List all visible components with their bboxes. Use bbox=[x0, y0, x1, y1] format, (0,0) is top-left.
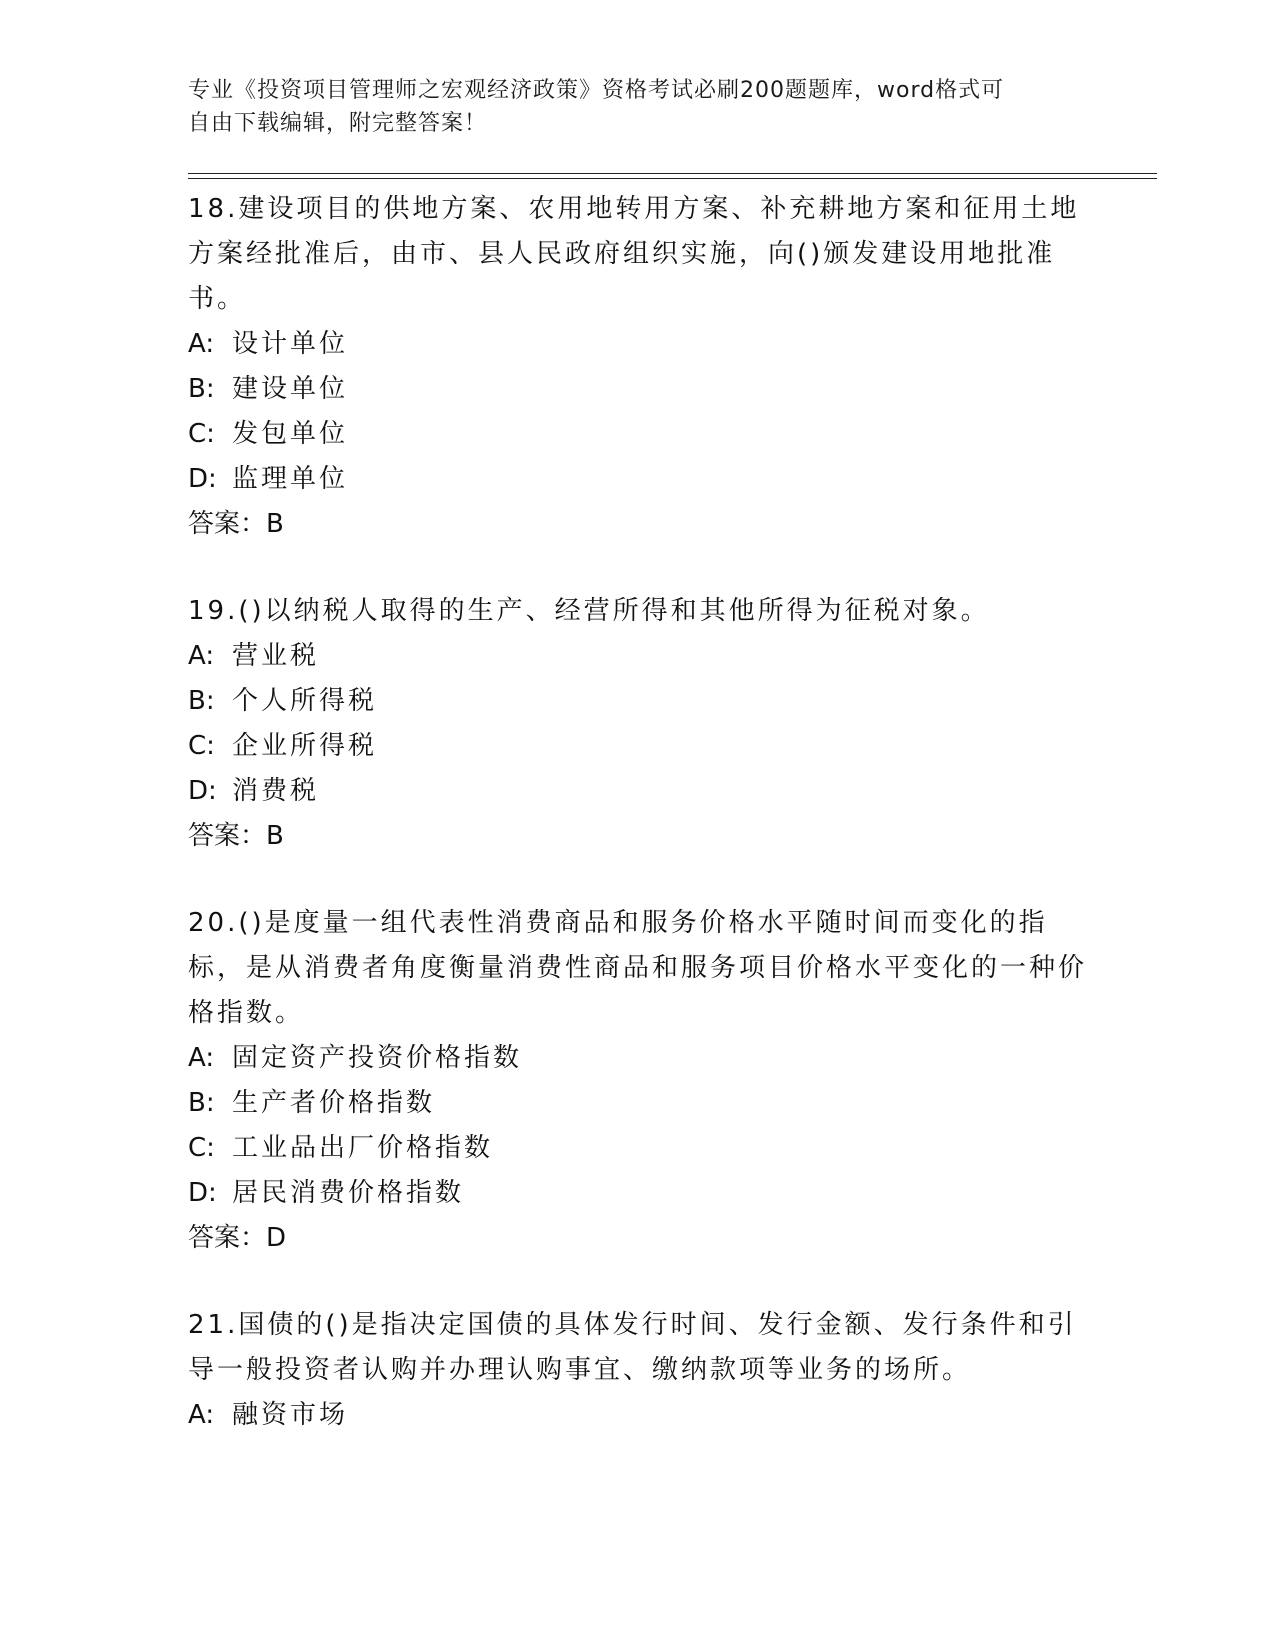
option-b bbox=[188, 1081, 1088, 1126]
option-text: 个人所得税 bbox=[232, 686, 378, 716]
header-line-1: 专业《投资项目管理师之宏观经济政策》资格考试必刷200题题库，word格式可 bbox=[188, 78, 1005, 103]
option-text: 工业品出厂价格指数 bbox=[232, 1133, 494, 1163]
option-letter: C: bbox=[188, 419, 215, 449]
option-letter: B: bbox=[188, 1088, 215, 1118]
option-d bbox=[188, 457, 1088, 502]
option-b bbox=[188, 367, 1088, 412]
option-d bbox=[188, 769, 1088, 814]
question-20 bbox=[188, 901, 1088, 1261]
option-a bbox=[188, 634, 1088, 679]
option-a bbox=[188, 322, 1088, 367]
option-text: 居民消费价格指数 bbox=[232, 1178, 465, 1208]
option-letter: B: bbox=[188, 686, 215, 716]
option-c bbox=[188, 1126, 1088, 1171]
option-text: 监理单位 bbox=[232, 464, 349, 494]
question-19 bbox=[188, 589, 1088, 859]
question-stem: 21.国债的()是指决定国债的具体发行时间、发行金额、发行条件和引导一般投资者认购并办理认购事宜、缴纳款项等业务的场所。 bbox=[188, 1310, 1077, 1385]
option-text: 消费税 bbox=[232, 776, 320, 806]
option-c bbox=[188, 412, 1088, 457]
option-d bbox=[188, 1171, 1088, 1216]
option-a bbox=[188, 1393, 1088, 1438]
question-stem: 18.建设项目的供地方案、农用地转用方案、补充耕地方案和征用土地方案经批准后，由市、县人民政府组织实施，向()颁发建设用地批准书。 bbox=[188, 194, 1080, 314]
question-list bbox=[188, 187, 1088, 1480]
option-text: 固定资产投资价格指数 bbox=[232, 1043, 523, 1073]
option-text: 营业税 bbox=[232, 641, 320, 671]
option-letter: D: bbox=[188, 776, 217, 806]
option-text: 生产者价格指数 bbox=[232, 1088, 436, 1118]
option-text: 建设单位 bbox=[232, 374, 349, 404]
option-letter: A: bbox=[188, 1400, 215, 1430]
option-letter: D: bbox=[188, 464, 217, 494]
question-21 bbox=[188, 1303, 1088, 1438]
option-letter: A: bbox=[188, 641, 215, 671]
option-a bbox=[188, 1036, 1088, 1081]
header-line-2: 自由下载编辑，附完整答案！ bbox=[188, 111, 488, 136]
document-header bbox=[188, 74, 1068, 140]
option-c bbox=[188, 724, 1088, 769]
option-letter: B: bbox=[188, 374, 215, 404]
question-18 bbox=[188, 187, 1088, 547]
header-divider-top bbox=[188, 173, 1157, 174]
option-letter: C: bbox=[188, 731, 215, 761]
answer-line: 答案：D bbox=[188, 1223, 287, 1253]
option-text: 设计单位 bbox=[232, 329, 349, 359]
option-letter: A: bbox=[188, 1043, 215, 1073]
question-stem: 20.()是度量一组代表性消费商品和服务价格水平随时间而变化的指标，是从消费者角度衡量消费性商品和服务项目价格水平变化的一种价格指数。 bbox=[188, 908, 1088, 1028]
option-letter: C: bbox=[188, 1133, 215, 1163]
option-letter: D: bbox=[188, 1178, 217, 1208]
header-divider-bottom bbox=[188, 178, 1157, 179]
option-letter: A: bbox=[188, 329, 215, 359]
answer-line: 答案：B bbox=[188, 821, 284, 851]
option-b bbox=[188, 679, 1088, 724]
option-text: 融资市场 bbox=[232, 1400, 349, 1430]
option-text: 企业所得税 bbox=[232, 731, 378, 761]
question-stem: 19.()以纳税人取得的生产、经营所得和其他所得为征税对象。 bbox=[188, 596, 990, 626]
answer-line: 答案：B bbox=[188, 509, 284, 539]
option-text: 发包单位 bbox=[232, 419, 349, 449]
